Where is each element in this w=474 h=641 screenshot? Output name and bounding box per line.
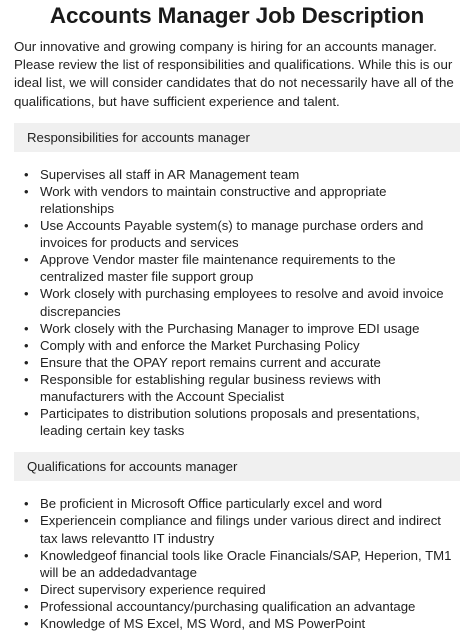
responsibilities-list-item (14, 405, 460, 439)
list-item-text: Be proficient in Microsoft Office particularly excel and word (40, 496, 383, 512)
qualifications-list-item (14, 581, 460, 598)
responsibilities-list-item (14, 354, 460, 371)
responsibilities-list-item (14, 183, 460, 217)
list-item-text: Direct supervisory experience required (40, 581, 266, 597)
responsibilities-list (14, 166, 460, 440)
qualifications-list (14, 495, 460, 632)
bullet-icon: • (24, 183, 29, 199)
bullet-icon: • (24, 598, 29, 614)
bullet-icon: • (24, 320, 29, 336)
page-title: Accounts Manager Job Description (49, 3, 425, 28)
bullet-icon: • (24, 371, 29, 387)
responsibilities-header: Responsibilities for accounts manager (14, 123, 460, 152)
list-item-text: Ensure that the OPAY report remains current and accurate (40, 354, 381, 370)
list-item-text: Knowledgeof financial tools like Oracle Financials/SAP, Heperion, TM1 will be an addedadvantage (40, 547, 452, 580)
responsibilities-list-item (14, 166, 460, 183)
qualifications-list-item (14, 547, 460, 581)
bullet-icon: • (24, 615, 29, 631)
bullet-icon: • (24, 406, 29, 422)
qualifications-list-item (14, 615, 460, 632)
bullet-icon: • (24, 337, 29, 353)
qualifications-header: Qualifications for accounts manager (14, 452, 460, 481)
bullet-icon: • (24, 166, 29, 182)
bullet-icon: • (24, 354, 29, 370)
responsibilities-list-item (14, 285, 460, 319)
list-item-text: Professional accountancy/purchasing qualification an advantage (40, 598, 416, 614)
list-item-text: Experiencein compliance and filings under various direct and indirect tax laws relevantto IT industry (40, 513, 441, 546)
bullet-icon: • (24, 252, 29, 268)
bullet-icon: • (24, 581, 29, 597)
responsibilities-list-item (14, 337, 460, 354)
list-item-text: Responsible for establishing regular business reviews with manufacturers with the Account Specialist (40, 371, 381, 405)
list-item-text: Participates to distribution solutions proposals and presentations, leading certain key tasks (40, 406, 420, 439)
bullet-icon: • (24, 496, 29, 512)
responsibilities-list-item (14, 251, 460, 285)
list-item-text: Knowledge of MS Excel, MS Word, and MS PowerPoint (40, 615, 366, 631)
bullet-icon: • (24, 286, 29, 302)
list-item-text: Approve Vendor master file maintenance requirements to the centralized master file support group (40, 252, 396, 285)
bullet-icon: • (24, 218, 29, 234)
responsibilities-list-item (14, 371, 460, 405)
list-item-text: Work with vendors to maintain constructive and appropriate relationships (40, 183, 387, 216)
responsibilities-list-item (14, 217, 460, 251)
list-item-text: Use Accounts Payable system(s) to manage purchase orders and invoices for products and services (40, 218, 424, 251)
list-item-text: Work closely with purchasing employees to resolve and avoid invoice discrepancies (40, 286, 444, 319)
bullet-icon: • (24, 547, 29, 563)
responsibilities-list-item (14, 320, 460, 337)
list-item-text: Supervises all staff in AR Management team (40, 166, 300, 182)
list-item-text: Work closely with the Purchasing Manager to improve EDI usage (40, 320, 420, 336)
qualifications-list-item (14, 512, 460, 546)
list-item-text: Comply with and enforce the Market Purchasing Policy (40, 337, 360, 353)
bullet-icon: • (24, 513, 29, 529)
qualifications-list-item (14, 495, 460, 512)
qualifications-list-item (14, 598, 460, 615)
intro-paragraph: Our innovative and growing company is hiring for an accounts manager. Please review the list of responsibilities and qualifications. While this is our ideal list, we will consider candidates that do not necessarily have all of the qualifications, but have sufficient experience and talent. (14, 39, 454, 109)
